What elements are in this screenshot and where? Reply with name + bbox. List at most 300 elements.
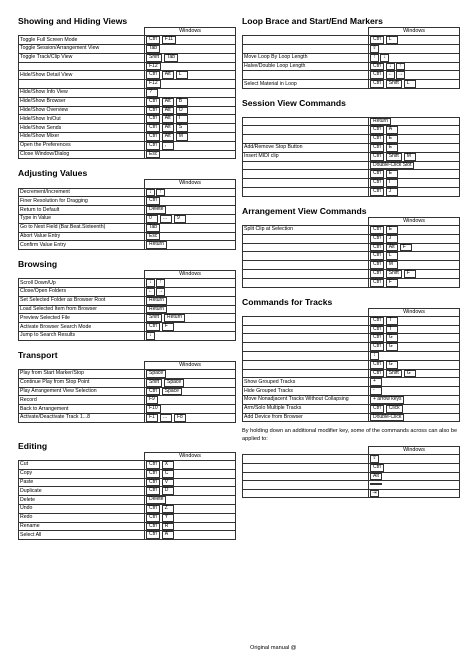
section-showing-hiding — [18, 16, 236, 159]
key-cap: Ctrl — [146, 197, 160, 205]
shortcut-keys — [145, 88, 236, 97]
command-label: Activate/Deactivate Track 1...8 — [19, 414, 145, 423]
command-label — [243, 161, 369, 170]
command-label — [243, 71, 369, 80]
key-cap: C — [162, 470, 174, 478]
table-row — [19, 396, 236, 405]
key-cap: Ctrl — [146, 470, 160, 478]
command-label: Abort Value Entry — [19, 232, 145, 241]
key-cap: + — [370, 378, 382, 386]
key-cap: Ctrl — [146, 461, 160, 469]
table-row — [19, 332, 236, 341]
shortcut-keys — [145, 232, 236, 241]
key-cap: F — [162, 323, 174, 331]
table-row — [19, 106, 236, 115]
command-label — [243, 369, 369, 378]
command-label: Decrement/Increment — [19, 188, 145, 197]
command-label: Play from Start Marker/Stop — [19, 370, 145, 379]
shortcut-keys — [145, 124, 236, 133]
key-cap: → — [397, 71, 403, 78]
shortcut-keys — [369, 404, 460, 413]
key-cap: ↓ — [146, 332, 155, 340]
key-cap: Return — [164, 314, 185, 322]
table-row — [19, 487, 236, 496]
shortcut-keys — [145, 305, 236, 314]
command-label: Play Arrangement View Selection — [19, 387, 145, 396]
table-row — [19, 97, 236, 106]
key-cap: G — [386, 361, 398, 369]
command-label — [19, 62, 145, 71]
key-cap: M — [386, 261, 398, 269]
key-cap: G — [386, 343, 398, 351]
key-cap: Esc — [146, 151, 160, 159]
command-label — [243, 117, 369, 126]
shortcut-keys — [369, 489, 460, 498]
command-label: Activate Browser Search Mode — [19, 323, 145, 332]
table-row — [19, 279, 236, 288]
command-label: Halve/Double Loop Length — [243, 62, 369, 71]
shortcut-table — [242, 27, 460, 89]
shortcut-keys — [145, 296, 236, 305]
key-cap: Alt — [370, 473, 382, 481]
table-row — [243, 395, 460, 404]
shortcut-keys — [369, 62, 460, 71]
shortcut-keys — [369, 117, 460, 126]
command-label — [243, 188, 369, 197]
shortcut-keys — [145, 332, 236, 341]
table-row — [19, 296, 236, 305]
key-cap: F12 — [146, 63, 161, 71]
shortcut-keys — [145, 223, 236, 232]
key-cap: ⇧ — [370, 455, 379, 463]
key-cap: ↓ — [386, 63, 395, 71]
section-title: Editing — [18, 440, 48, 451]
table-row — [19, 141, 236, 150]
command-label: Insert MIDI clip — [243, 152, 369, 161]
command-label — [243, 270, 369, 279]
key-cap: F12 — [146, 80, 161, 88]
key-cap: F1 — [146, 414, 158, 422]
key-cap: L — [386, 36, 398, 44]
key-cap: Ctrl — [146, 98, 160, 106]
shortcut-keys — [369, 261, 460, 270]
key-cap: Ctrl — [370, 252, 384, 260]
column-header-windows: Windows — [369, 28, 460, 36]
command-label: Confirm Value Entry — [19, 241, 145, 250]
command-label: Toggle Full Screen Mode — [19, 36, 145, 45]
shortcut-keys — [369, 316, 460, 325]
command-label: Return to Default — [19, 206, 145, 215]
table-row — [19, 505, 236, 514]
command-label — [243, 334, 369, 343]
key-cap: Ctrl — [370, 270, 384, 278]
shortcut-table — [18, 27, 236, 159]
key-cap: Alt — [162, 71, 174, 79]
shortcut-keys — [145, 478, 236, 487]
table-row — [19, 188, 236, 197]
command-label: Split Clip at Selection — [243, 226, 369, 235]
key-cap: Ctrl — [370, 361, 384, 369]
key-cap: F — [400, 244, 412, 252]
key-cap: E — [386, 144, 398, 152]
key-cap: Ctrl — [370, 80, 384, 88]
key-cap: ← — [148, 288, 153, 295]
key-cap: F — [386, 279, 398, 287]
key-cap: , — [162, 142, 174, 150]
key-cap: R — [162, 523, 174, 531]
shortcut-table — [18, 452, 236, 540]
section-title: Showing and Hiding Views — [18, 16, 128, 26]
command-label: Redo — [19, 513, 145, 522]
key-cap: Click — [386, 405, 403, 413]
key-cap: Space — [146, 370, 166, 378]
table-row — [19, 513, 236, 522]
command-label: Continue Play from Stop Point — [19, 378, 145, 387]
command-label: Hide/Show Detail View — [19, 71, 145, 80]
key-cap: Alt — [162, 133, 174, 141]
command-label — [243, 44, 369, 53]
key-cap: Ctrl — [370, 326, 384, 334]
command-label — [19, 80, 145, 89]
key-cap: Ctrl — [370, 405, 384, 413]
command-label — [243, 316, 369, 325]
table-row — [243, 126, 460, 135]
shortcut-keys — [145, 513, 236, 522]
column-header-windows: Windows — [369, 446, 460, 454]
key-cap: T — [386, 317, 398, 325]
key-cap: Ctrl — [146, 479, 160, 487]
shortcut-keys — [369, 481, 460, 489]
shortcut-keys — [369, 170, 460, 179]
key-cap: Ctrl — [370, 261, 384, 269]
shortcut-keys — [145, 53, 236, 62]
command-label: Hide/Show Sends — [19, 124, 145, 133]
key-cap: 9 — [174, 215, 186, 223]
table-row — [243, 261, 460, 270]
table-row — [19, 206, 236, 215]
key-cap: D — [162, 487, 174, 495]
table-row — [19, 288, 236, 297]
key-cap: Ctrl — [146, 323, 160, 331]
shortcut-keys — [369, 463, 460, 472]
table-row — [19, 387, 236, 396]
table-row — [243, 387, 460, 396]
key-cap: Ctrl — [146, 514, 160, 522]
shortcut-keys — [369, 472, 460, 481]
key-cap: E — [386, 226, 398, 234]
key-cap: ⇧ — [370, 45, 379, 53]
column-header-windows: Windows — [369, 308, 460, 316]
table-row — [19, 197, 236, 206]
key-cap: Return — [146, 241, 167, 249]
key-cap: Return — [370, 118, 391, 126]
table-row — [19, 62, 236, 71]
shortcut-keys — [369, 44, 460, 53]
table-row — [243, 360, 460, 369]
shortcut-keys — [369, 343, 460, 352]
table-row — [243, 325, 460, 334]
section-loop-brace — [242, 16, 460, 89]
key-cap: ↑ — [396, 63, 405, 71]
command-label — [243, 325, 369, 334]
key-cap: Ctrl — [370, 144, 384, 152]
table-row — [19, 370, 236, 379]
command-label: Set Selected Folder as Browser Root — [19, 296, 145, 305]
command-label: Select Material in Loop — [243, 80, 369, 89]
command-label: Type in Value — [19, 214, 145, 223]
key-cap: E — [386, 135, 398, 143]
footer-text: Original manual @ — [250, 645, 297, 651]
table-row — [19, 241, 236, 250]
key-cap: Delete — [146, 496, 166, 504]
key-cap: Shift — [386, 270, 402, 278]
table-row — [243, 234, 460, 243]
shortcut-table — [18, 270, 236, 341]
column-header-windows: Windows — [145, 452, 236, 460]
shortcut-keys — [145, 505, 236, 514]
key-cap: Ctrl — [370, 279, 384, 287]
section-title: Transport — [18, 349, 58, 360]
shortcut-keys — [369, 152, 460, 161]
key-cap: Ctrl — [146, 142, 160, 150]
command-label: Delete — [19, 496, 145, 505]
table-row — [243, 369, 460, 378]
header-blank — [243, 446, 369, 454]
column-header-windows: Windows — [145, 28, 236, 36]
column-header-windows: Windows — [145, 271, 236, 279]
command-label: Paste — [19, 478, 145, 487]
key-cap: - — [370, 387, 382, 395]
key-cap: Ctrl — [370, 235, 384, 243]
command-label — [243, 481, 369, 489]
key-cap: ↑ — [156, 189, 165, 197]
shortcut-keys — [369, 144, 460, 153]
table-row — [243, 161, 460, 170]
table-row — [243, 334, 460, 343]
key-cap: Z — [162, 505, 174, 513]
shortcut-keys — [369, 387, 460, 396]
shortcut-keys — [145, 36, 236, 45]
modifier-note: By holding down an additional modifier key, some of the commands across can also be applied to: — [242, 428, 458, 442]
command-label: Record — [19, 396, 145, 405]
shortcut-keys — [145, 396, 236, 405]
table-row — [19, 405, 236, 414]
key-cap: F10 — [146, 405, 161, 413]
command-label: Close/Open Folders — [19, 288, 145, 297]
key-cap: I — [386, 179, 398, 187]
key-cap: M — [404, 153, 416, 161]
table-row — [243, 36, 460, 45]
key-cap: Shift — [146, 54, 162, 62]
key-cap: L — [386, 252, 398, 260]
table-row — [19, 414, 236, 423]
right-column — [242, 16, 460, 498]
command-label: Hide/Show In/Out — [19, 115, 145, 124]
shortcut-keys — [369, 126, 460, 135]
command-label — [243, 472, 369, 481]
shortcut-keys — [145, 80, 236, 89]
key-cap: 0 — [146, 215, 158, 223]
shortcut-keys — [145, 132, 236, 141]
table-row — [243, 489, 460, 498]
command-label — [243, 36, 369, 45]
table-row — [19, 53, 236, 62]
shortcut-keys — [145, 150, 236, 159]
table-row — [19, 44, 236, 53]
command-label — [243, 351, 369, 360]
key-cap: Ctrl — [370, 170, 384, 178]
table-row — [19, 478, 236, 487]
table-row — [19, 461, 236, 470]
shortcut-keys — [369, 360, 460, 369]
command-label: Close Window/Dialog — [19, 150, 145, 159]
key-cap: Alt — [162, 124, 174, 132]
table-row — [243, 44, 460, 53]
key-cap: ... — [160, 414, 172, 422]
section-title: Loop Brace and Start/End Markers — [242, 16, 383, 26]
shortcut-keys — [145, 487, 236, 496]
key-cap: ⇥ — [370, 490, 379, 498]
table-row — [243, 252, 460, 261]
shortcut-keys — [145, 206, 236, 215]
header-blank — [243, 217, 369, 225]
key-cap: Ctrl — [146, 71, 160, 79]
shortcut-keys — [145, 62, 236, 71]
key-cap: I — [176, 115, 188, 123]
key-cap: F — [404, 270, 416, 278]
key-cap: Shift — [386, 153, 402, 161]
key-cap: Shift — [386, 370, 402, 378]
command-label: Hide/Show Info View — [19, 88, 145, 97]
shortcut-keys — [369, 135, 460, 144]
table-row — [19, 323, 236, 332]
shortcut-keys — [369, 226, 460, 235]
key-cap: Ctrl — [146, 115, 160, 123]
command-label — [243, 343, 369, 352]
shortcut-keys — [369, 413, 460, 422]
table-row — [19, 36, 236, 45]
key-cap: Ctrl — [146, 107, 160, 115]
shortcut-keys — [145, 378, 236, 387]
section-browsing — [18, 259, 236, 341]
section-transport — [18, 350, 236, 423]
command-label: Undo — [19, 505, 145, 514]
command-label — [243, 126, 369, 135]
key-cap: ↓ — [380, 54, 389, 62]
header-blank — [19, 28, 145, 36]
key-cap — [370, 483, 382, 485]
section-title: Arrangement View Commands — [242, 205, 367, 216]
key-cap: ? — [146, 89, 158, 97]
command-label: Hide/Show Overview — [19, 106, 145, 115]
key-cap: Alt — [386, 244, 398, 252]
shortcut-keys — [369, 234, 460, 243]
section-title: Commands for Tracks — [242, 296, 333, 307]
key-cap: F11 — [162, 36, 176, 44]
header-blank — [19, 271, 145, 279]
key-cap: Ctrl — [370, 188, 384, 196]
command-label: Move Nonadjacent Tracks Without Collapsing — [243, 395, 369, 404]
column-header-windows — [369, 109, 460, 117]
section-title: Browsing — [18, 259, 58, 270]
key-cap: Ctrl — [370, 464, 384, 472]
shortcut-keys — [145, 141, 236, 150]
key-cap: ↕ — [370, 352, 379, 360]
table-row — [243, 243, 460, 252]
key-cap: Shift — [146, 314, 162, 322]
key-cap: Ctrl — [146, 505, 160, 513]
key-cap: L — [176, 71, 188, 79]
key-cap: A — [162, 531, 174, 539]
key-cap: T — [386, 326, 398, 334]
key-cap: Tab — [146, 224, 160, 232]
key-cap: Tab — [164, 54, 178, 62]
table-row — [19, 223, 236, 232]
shortcut-keys — [145, 405, 236, 414]
key-cap: Ctrl — [146, 531, 160, 539]
table-row — [243, 80, 460, 89]
key-cap: Ctrl — [370, 317, 384, 325]
key-cap: Return — [146, 306, 167, 314]
table-row — [243, 343, 460, 352]
key-cap: S — [176, 124, 188, 132]
key-cap: A — [386, 126, 398, 134]
key-cap: Ctrl — [370, 135, 384, 143]
key-cap: Ctrl — [370, 36, 384, 44]
shortcut-keys — [369, 53, 460, 62]
column-header-windows: Windows — [369, 217, 460, 225]
command-label: Duplicate — [19, 487, 145, 496]
table-row — [19, 88, 236, 97]
command-label: Add Device from Browser — [243, 413, 369, 422]
table-row — [19, 232, 236, 241]
command-label: Hide/Show Mixer — [19, 132, 145, 141]
table-row — [243, 144, 460, 153]
shortcut-keys — [145, 461, 236, 470]
key-cap: ↑ — [370, 54, 379, 62]
key-cap: Ctrl — [146, 124, 160, 132]
table-row — [19, 531, 236, 540]
shortcut-keys — [145, 188, 236, 197]
table-row — [243, 117, 460, 126]
table-row — [243, 152, 460, 161]
shortcut-keys — [145, 370, 236, 379]
shortcut-keys — [369, 36, 460, 45]
table-row — [243, 454, 460, 463]
shortcut-keys — [145, 97, 236, 106]
shortcut-keys — [145, 387, 236, 396]
shortcut-keys — [145, 197, 236, 206]
key-cap: G — [386, 334, 398, 342]
command-label — [243, 261, 369, 270]
table-row — [243, 472, 460, 481]
table-row — [243, 413, 460, 422]
shortcut-keys — [369, 71, 460, 80]
command-label: Arm/Solo Multiple Tracks — [243, 404, 369, 413]
key-cap: Ctrl — [370, 126, 384, 134]
table-row — [19, 80, 236, 89]
table-row — [19, 378, 236, 387]
command-label — [243, 179, 369, 188]
command-label: Hide/Show Browser — [19, 97, 145, 106]
table-row — [19, 469, 236, 478]
key-cap: + arrow keys — [370, 396, 404, 404]
command-label — [243, 454, 369, 463]
table-row — [19, 132, 236, 141]
key-cap: Double-Click — [370, 414, 404, 422]
table-row — [19, 314, 236, 323]
command-label — [243, 360, 369, 369]
